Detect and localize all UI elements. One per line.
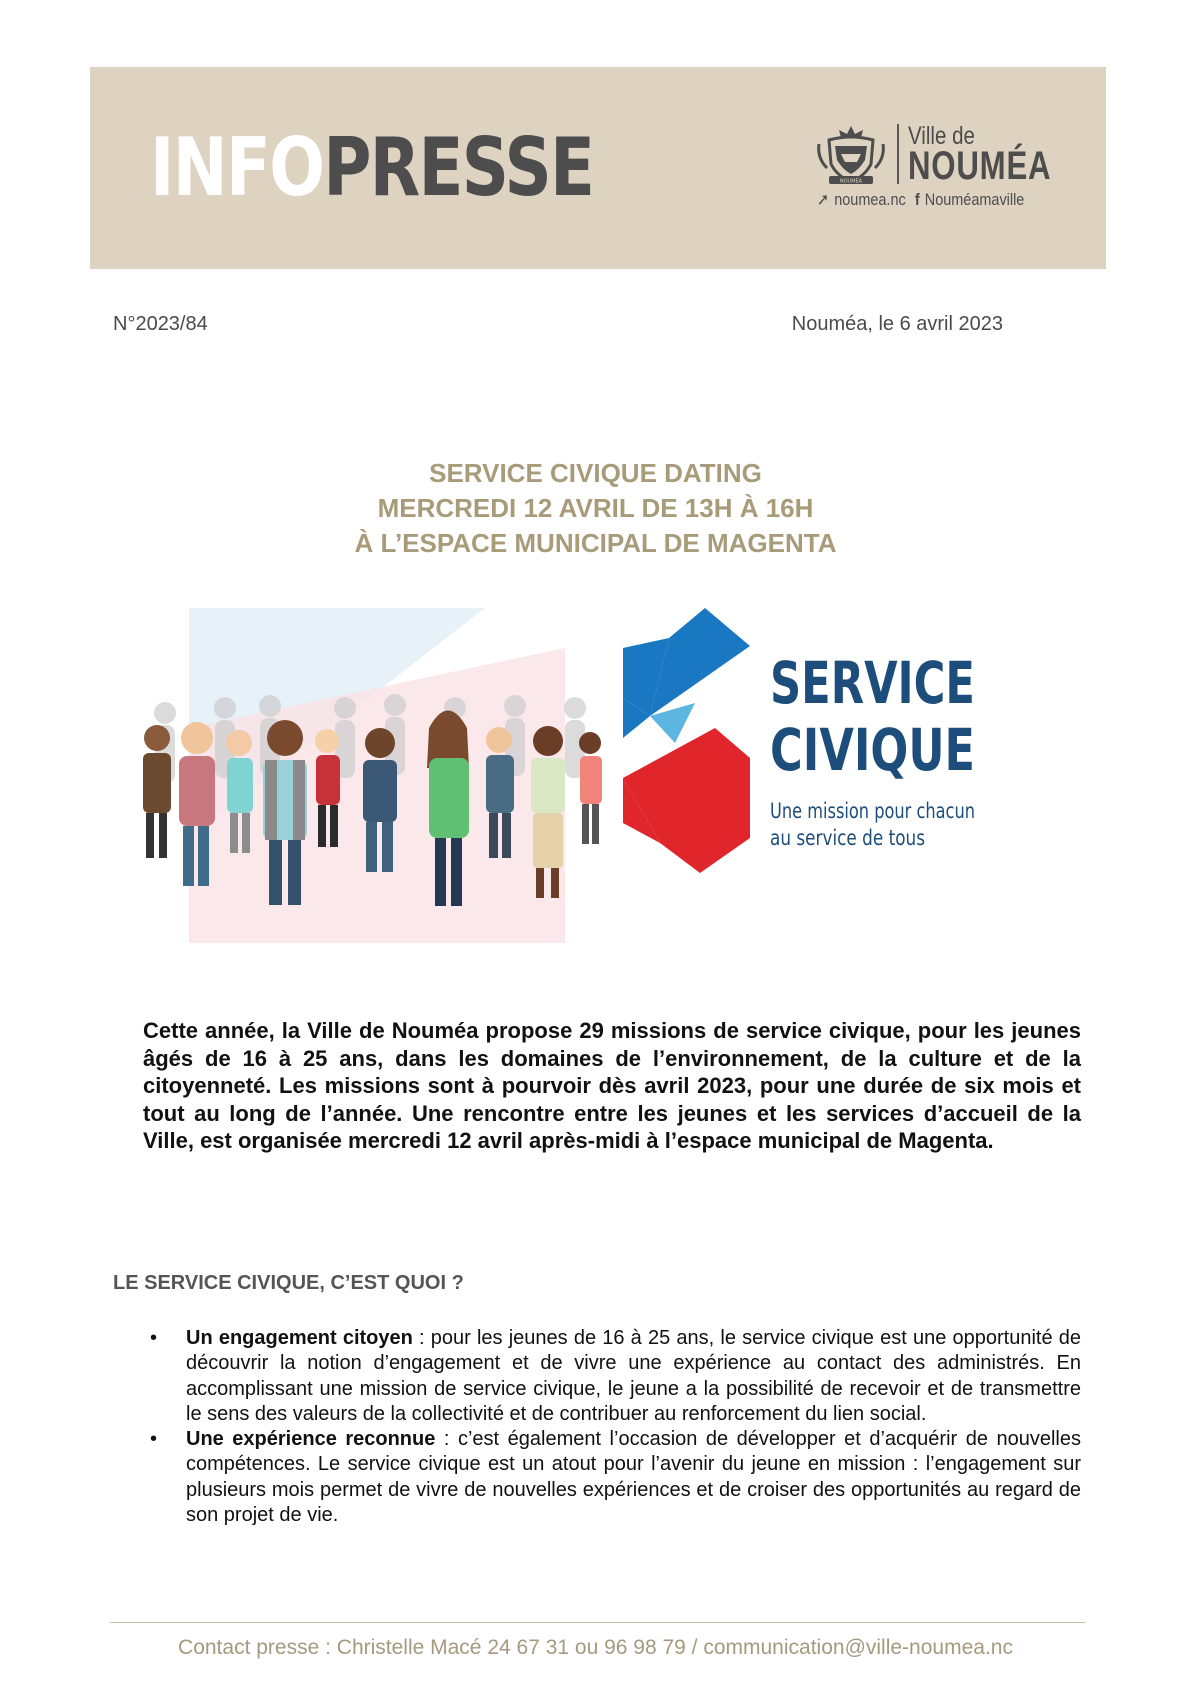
bullet-text: : pour les jeunes de 16 à 25 ans, le service civique est une opportunité de découvrir la notion d’engagement et de vivre une expérience au contact des administrés. En accomplissant une mission de service civique, le jeune a la possibilité de recevoir et de transmettre le sens des valeurs de la collectivité et de contribuer au renforcement du lien social. — [186, 1327, 1081, 1425]
brand-word-info: INFO — [150, 121, 324, 214]
hero-illustration — [135, 608, 1060, 943]
arrow-icon: ➚ — [817, 190, 830, 209]
title-line-1: SERVICE CIVIQUE DATING — [429, 458, 762, 488]
city-crest-icon — [815, 124, 887, 186]
facebook-label: Nouméamaville — [924, 190, 1025, 209]
logo-divider — [897, 124, 899, 184]
crest-label: NOUMÉA — [839, 178, 863, 185]
logo-red-shape — [623, 728, 750, 873]
logo-blue-shape — [650, 608, 750, 716]
title-line-2: MERCREDI 12 AVRIL DE 13H À 16H — [377, 493, 814, 523]
lead-paragraph: Cette année, la Ville de Nouméa propose 29 missions de service civique, pour les jeunes âgés de 16 à 25 ans, dans les domaines de l’environnement, de la culture et de la citoyenneté. Les missions sont à pourvoir dès avril 2023, pour une durée de six mois et tout au long de l’année. Une rencontre entre les jeunes et les services d’accueil de la Ville, est organisée mercredi 12 avril après-midi à l’espace municipal de Magenta. — [143, 1018, 1081, 1154]
logo-tagline-1: Une mission pour chacun — [770, 799, 975, 823]
bullet-label: Une expérience reconnue — [186, 1428, 436, 1451]
ville-de-noumea-logo — [815, 122, 1055, 217]
logo-word-civique: CIVIQUE — [770, 716, 975, 784]
logo-line-city: NOUMÉA — [908, 144, 1052, 188]
section-title: LE SERVICE CIVIQUE, C’EST QUOI ? — [113, 1272, 464, 1294]
bullet-dot-icon: • — [150, 1327, 158, 1349]
logo-line-ville: Ville de — [908, 122, 975, 150]
brand-word-presse: PRESSE — [323, 121, 594, 214]
logo-word-service: SERVICE — [770, 649, 975, 717]
person-1 — [143, 725, 171, 858]
logo-socials — [817, 190, 1029, 210]
facebook-icon: f — [914, 190, 920, 209]
bullet-text: : c’est également l’occasion de développer et d’acquérir de nouvelles compétences. Le service civique est un atout pour l’avenir du jeune en mission : l’engagement sur plusieurs mois permet de vivre de nouvelles expériences et de croiser des opportunités au regard de son projet de vie. — [186, 1428, 1081, 1527]
info-presse-wordmark — [150, 121, 594, 214]
bullet-list — [148, 1326, 1081, 1528]
press-release-number: N°2023/84 — [113, 313, 208, 335]
press-contact: Contact presse : Christelle Macé 24 67 31 ou 96 98 79 / communication@ville-noumea.nc — [178, 1636, 1013, 1659]
footer-divider — [110, 1622, 1085, 1623]
bullet-dot-icon: • — [150, 1428, 158, 1451]
title-line-3: À L’ESPACE MUNICIPAL DE MAGENTA — [354, 528, 837, 558]
bullet-label: Un engagement citoyen — [186, 1327, 413, 1349]
service-civique-logo — [623, 608, 975, 873]
header-banner — [90, 67, 1106, 269]
logo-tagline-2: au service de tous — [770, 826, 925, 850]
page-title — [0, 456, 1191, 561]
list-item — [148, 1427, 1081, 1528]
press-release-date: Nouméa, le 6 avril 2023 — [791, 313, 1003, 335]
person-10 — [579, 732, 602, 844]
website-label: noumea.nc — [834, 190, 906, 209]
list-item — [148, 1326, 1081, 1427]
